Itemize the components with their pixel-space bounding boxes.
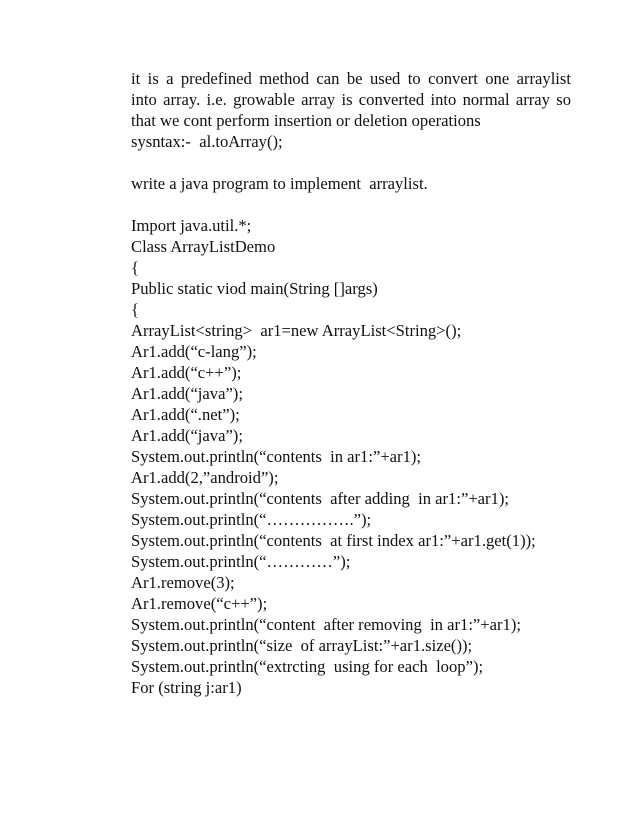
code-line: Ar1.remove(3); [131,573,235,592]
code-line: Ar1.add(“java”); [131,384,243,403]
task-line: write a java program to implement arraylist. [131,174,428,193]
paragraph-gap [131,194,571,215]
code-line: Ar1.add(“java”); [131,426,243,445]
code-line: System.out.println(“…………”); [131,552,351,571]
code-line: System.out.println(“size of arrayList:”+ar1.size()); [131,636,473,655]
code-line: System.out.println(“contents after adding in ar1:”+ar1); [131,489,510,508]
syntax-line: sysntax:- al.toArray(); [131,132,283,151]
code-line: System.out.println(“content after removing in ar1:”+ar1); [131,615,521,634]
code-line: Ar1.remove(“c++”); [131,594,268,613]
document-body [131,68,571,698]
code-line: Class ArrayListDemo [131,237,276,256]
code-line: System.out.println(“…………….”); [131,510,372,529]
code-line: ArrayList<string> ar1=new ArrayList<String>(); [131,321,462,340]
code-line: Ar1.add(2,”android”); [131,468,279,487]
code-line: Ar1.add(“.net”); [131,405,240,424]
code-line: { [131,258,139,277]
code-line: System.out.println(“contents at first index ar1:”+ar1.get(1)); [131,531,536,550]
code-line: Import java.util.*; [131,216,252,235]
code-line: System.out.println(“extrcting using for each loop”); [131,657,484,676]
intro-line-3: that we cont perform insertion or deletion operations [131,111,481,130]
code-line: Ar1.add(“c-lang”); [131,342,257,361]
paragraph-gap [131,152,571,173]
code-line: Ar1.add(“c++”); [131,363,242,382]
code-line: For (string j:ar1) [131,678,242,697]
code-line: { [131,300,139,319]
intro-line-2: into array. i.e. growable array is converted into normal array so [131,90,571,109]
code-line: Public static viod main(String []args) [131,279,378,298]
intro-line-1: it is a predefined method can be used to convert one arraylist [131,69,571,88]
code-line: System.out.println(“contents in ar1:”+ar1); [131,447,422,466]
